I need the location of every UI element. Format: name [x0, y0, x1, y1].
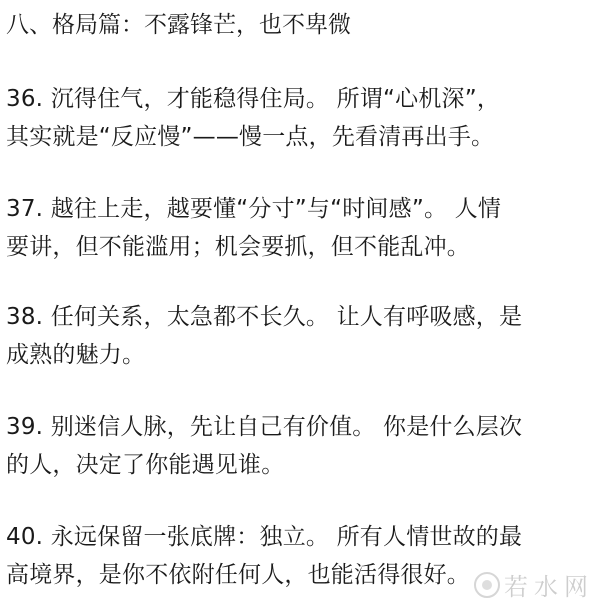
item-line: 38. 任何关系，太急都不长久。 让人有呼吸感，是	[6, 304, 523, 330]
watermark-logo-icon	[474, 572, 500, 598]
item-line: 要讲，但不能滥用；机会要抓，但不能乱冲。	[6, 234, 470, 260]
list-item	[6, 190, 596, 266]
item-line: 其实就是“反应慢”——慢一点，先看清再出手。	[6, 124, 495, 150]
list-item	[6, 298, 596, 374]
item-line: 成熟的魅力。	[6, 342, 146, 368]
list-item	[6, 408, 596, 484]
item-line: 39. 别迷信人脉，先让自己有价值。 你是什么层次	[6, 414, 523, 440]
item-line: 的人，决定了你能遇见谁。	[6, 452, 285, 478]
item-line: 40. 永远保留一张底牌：独立。 所有人情世故的最	[6, 524, 523, 550]
watermark	[474, 567, 594, 602]
item-line: 36. 沉得住气，才能稳得住局。 所谓“心机深”，	[6, 86, 501, 112]
watermark-text: 若水网	[504, 573, 594, 601]
item-line: 37. 越往上走，越要懂“分寸”与“时间感”。 人情	[6, 196, 502, 222]
item-line: 高境界，是你不依附任何人，也能活得很好。	[6, 562, 470, 588]
section-heading: 八、格局篇：不露锋芒，也不卑微	[6, 12, 351, 38]
list-item	[6, 80, 596, 156]
